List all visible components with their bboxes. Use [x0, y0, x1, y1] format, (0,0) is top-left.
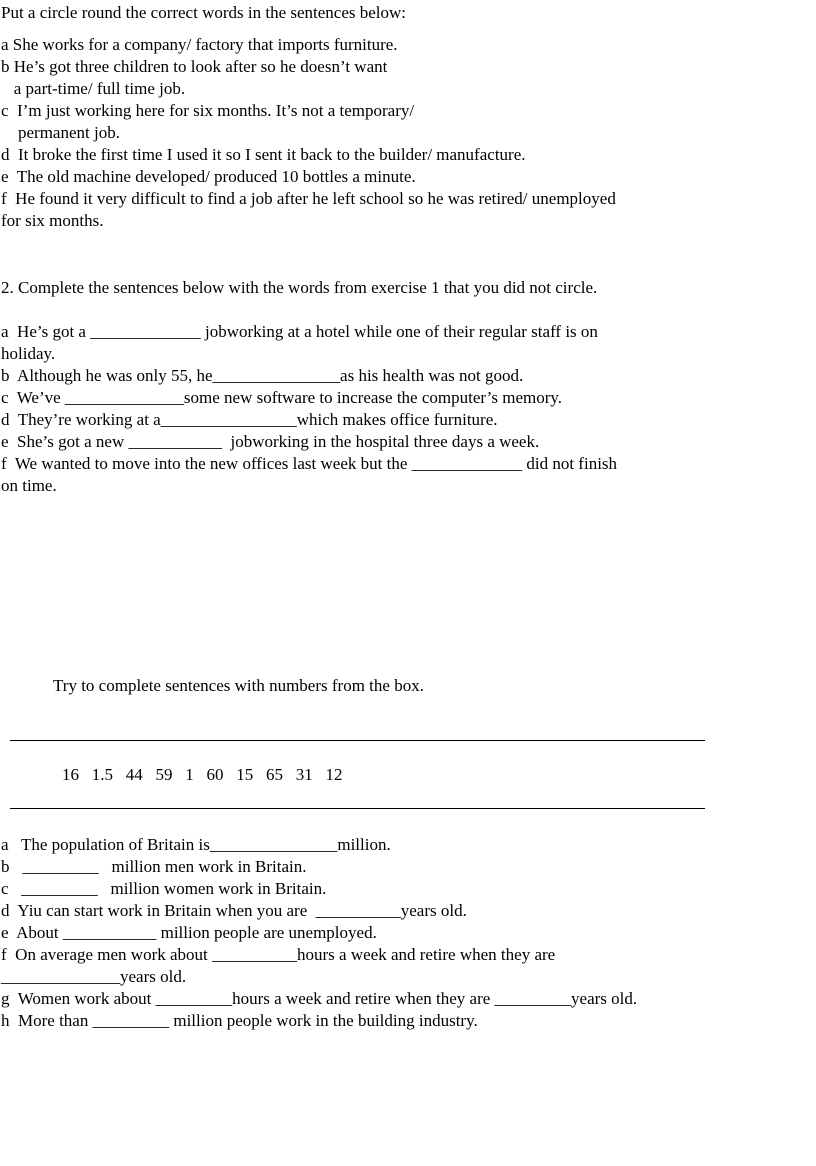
- exercise-2-item: holiday.: [1, 344, 56, 363]
- exercise-1-item: d It broke the first time I used it so I sent it back to the builder/ manufacture.: [1, 145, 526, 164]
- number-box-top-rule: [10, 740, 705, 741]
- exercise-3-item: d Yiu can start work in Britain when you are __________years old.: [1, 901, 467, 920]
- exercise-2-item: b Although he was only 55, he_______________as his health was not good.: [1, 366, 524, 385]
- exercise-3-item: f On average men work about __________hours a week and retire when they are: [1, 945, 556, 964]
- exercise-1-title: Put a circle round the correct words in the sentences below:: [1, 3, 407, 22]
- exercise-3-item: b _________ million men work in Britain.: [1, 857, 307, 876]
- exercise-3-title: Try to complete sentences with numbers from the box.: [53, 676, 424, 695]
- exercise-1-item: c I’m just working here for six months. It’s not a temporary/: [1, 101, 415, 120]
- exercise-1-item: b He’s got three children to look after so he doesn’t want: [1, 57, 388, 76]
- exercise-1-item: f He found it very difficult to find a job after he left school so he was retired/ unemployed: [1, 189, 616, 208]
- number-box: 16 1.5 44 59 1 60 15 65 31 12: [62, 765, 343, 784]
- exercise-1-item: permanent job.: [1, 123, 120, 142]
- exercise-3-item: e About ___________ million people are unemployed.: [1, 923, 377, 942]
- exercise-2-item: a He’s got a _____________ jobworking at a hotel while one of their regular staff is on: [1, 322, 598, 341]
- exercise-2-item: f We wanted to move into the new offices last week but the _____________ did not finish: [1, 454, 618, 473]
- exercise-3-item: c _________ million women work in Britain.: [1, 879, 327, 898]
- exercise-1-item: a part-time/ full time job.: [1, 79, 186, 98]
- exercise-2-item: d They’re working at a________________which makes office furniture.: [1, 410, 498, 429]
- exercise-2-item: c We’ve ______________some new software to increase the computer’s memory.: [1, 388, 563, 407]
- exercise-2-item: e She’s got a new ___________ jobworking in the hospital three days a week.: [1, 432, 540, 451]
- number-box-bottom-rule: [10, 808, 705, 809]
- exercise-3-item: ______________years old.: [1, 967, 187, 986]
- exercise-3-item: a The population of Britain is_______________million.: [1, 835, 391, 854]
- exercise-2-item: on time.: [1, 476, 57, 495]
- exercise-3-item: h More than _________ million people work in the building industry.: [1, 1011, 478, 1030]
- exercise-1-item: e The old machine developed/ produced 10 bottles a minute.: [1, 167, 416, 186]
- exercise-1-item: a She works for a company/ factory that imports furniture.: [1, 35, 398, 54]
- exercise-3-item: g Women work about _________hours a week and retire when they are _________years old.: [1, 989, 638, 1008]
- exercise-1-item: for six months.: [1, 211, 104, 230]
- exercise-2-title: 2. Complete the sentences below with the words from exercise 1 that you did not circle.: [1, 278, 598, 297]
